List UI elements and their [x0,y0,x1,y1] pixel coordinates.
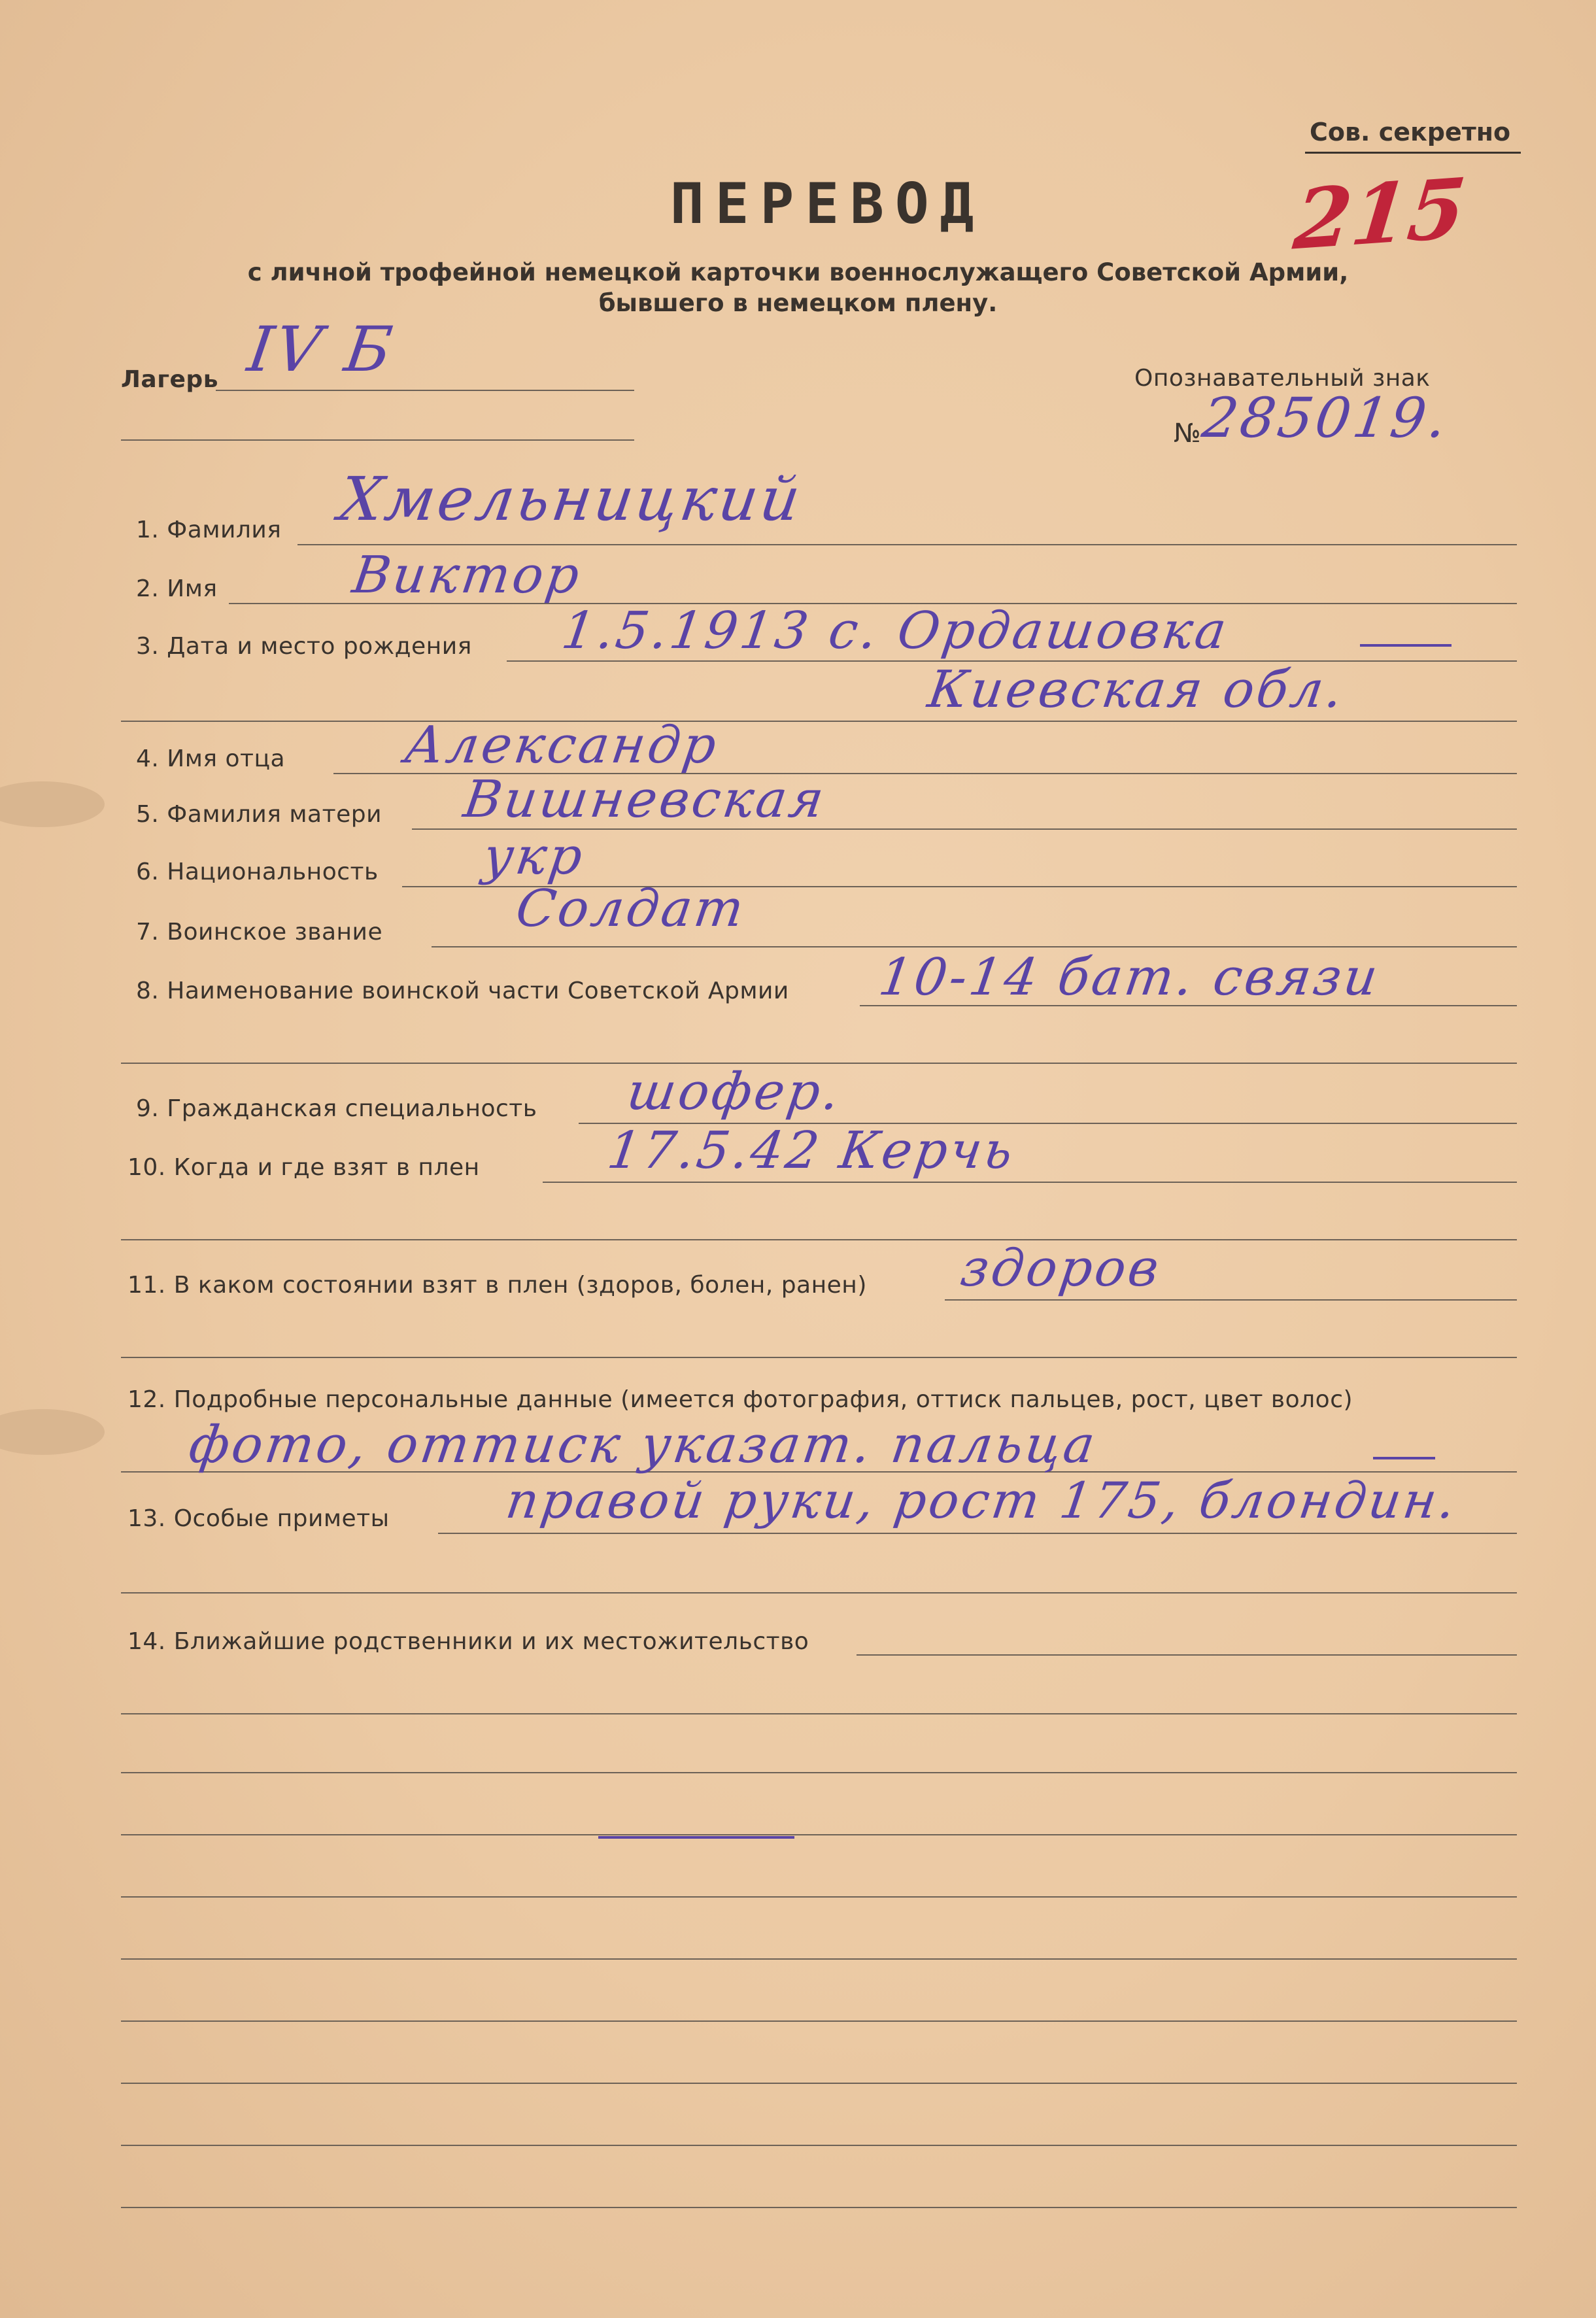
classification-underline [1305,152,1521,154]
field-14-line-5 [121,1896,1517,1898]
field-3-handwritten-stroke [1360,644,1452,647]
field-11-line-2 [121,1357,1517,1358]
field-12-handwritten-stroke [1373,1457,1435,1459]
field-14-line-6 [121,1958,1517,1960]
field-4-label: 4. Имя отца [136,745,286,772]
field-12-value: фото, оттиск указат. пальца [185,1416,1101,1474]
id-tag-value: 285019. [1198,386,1453,450]
field-9-label: 9. Гражданская специальность [136,1095,537,1122]
field-11-line [945,1299,1517,1301]
field-9-value: шофер. [623,1063,846,1121]
field-3-label: 3. Дата и место рождения [136,633,472,660]
field-14-line-4 [121,1834,1517,1835]
field-3-value: 1.5.1913 с. Ордашовка [558,602,1232,660]
field-2-label: 2. Имя [136,575,218,602]
field-14-line-8 [121,2083,1517,2084]
field-14-line [857,1654,1517,1656]
field-14-line-7 [121,2020,1517,2022]
field-1-line [297,544,1517,545]
field-7-value: Солдат [512,879,750,938]
camp-label: Лагерь [121,366,218,393]
field-14-line-9 [121,2145,1517,2146]
field-13-label: 13. Особые приметы [127,1505,390,1532]
field-14-label: 14. Ближайшие родственники и их местожительство [127,1628,809,1655]
field-10-label: 10. Когда и где взят в плен [127,1154,480,1181]
id-tag-label: Опознавательный знак [1134,365,1431,392]
field-14-line-10 [121,2207,1517,2208]
field-4-value: Александр [401,716,722,775]
field-8-label: 8. Наименование воинской части Советской Армии [136,978,789,1004]
field-10-value: 17.5.42 Керчь [603,1121,1019,1180]
field-5-label: 5. Фамилия матери [136,801,382,828]
punch-hole-bottom [0,1409,105,1455]
field-2-value: Виктор [348,546,586,605]
subtitle-line-2: бывшего в немецком плену. [598,289,998,317]
field-3-line-2 [121,721,1517,722]
field-11-label: 11. В каком состоянии взят в плен (здоров, болен, ранен) [127,1272,867,1299]
punch-hole-top [0,781,105,827]
camp-line-2 [121,439,634,441]
field-7-line [432,946,1517,947]
field-14-line-3 [121,1772,1517,1773]
field-6-label: 6. Национальность [136,859,379,885]
field-10-line [543,1182,1517,1183]
camp-value: IV Б [243,314,399,386]
subtitle-line-1: с личной трофейной немецкой карточки военнослужащего Советской Армии, [247,258,1349,286]
field-3-value-2: Киевская обл. [924,660,1349,719]
field-14-line-2 [121,1713,1517,1714]
id-tag-number-prefix: № [1174,418,1202,449]
field-12-label: 12. Подробные персональные данные (имеется фотография, оттиск пальцев, рост, цвет волос) [127,1386,1353,1413]
document-title: ПЕРЕВОД [670,171,985,237]
field-8-value: 10-14 бат. связи [875,948,1384,1007]
field-13-value: правой руки, рост 175, блондин. [502,1471,1462,1529]
field-14-handwritten-dash [598,1836,794,1839]
classification-stamp: Сов. секретно [1310,118,1511,146]
field-13-line [438,1533,1517,1534]
field-1-label: 1. Фамилия [136,517,282,543]
camp-line [216,390,634,391]
field-5-value: Вишневская [460,770,830,829]
field-6-value: укр [479,827,589,886]
red-handwritten-number: 215 [1289,160,1470,269]
field-10-line-2 [121,1239,1517,1240]
field-7-label: 7. Воинское звание [136,919,383,946]
field-13-line-2 [121,1592,1517,1594]
field-11-value: здоров [957,1239,1165,1298]
field-1-value: Хмельницкий [335,464,807,534]
